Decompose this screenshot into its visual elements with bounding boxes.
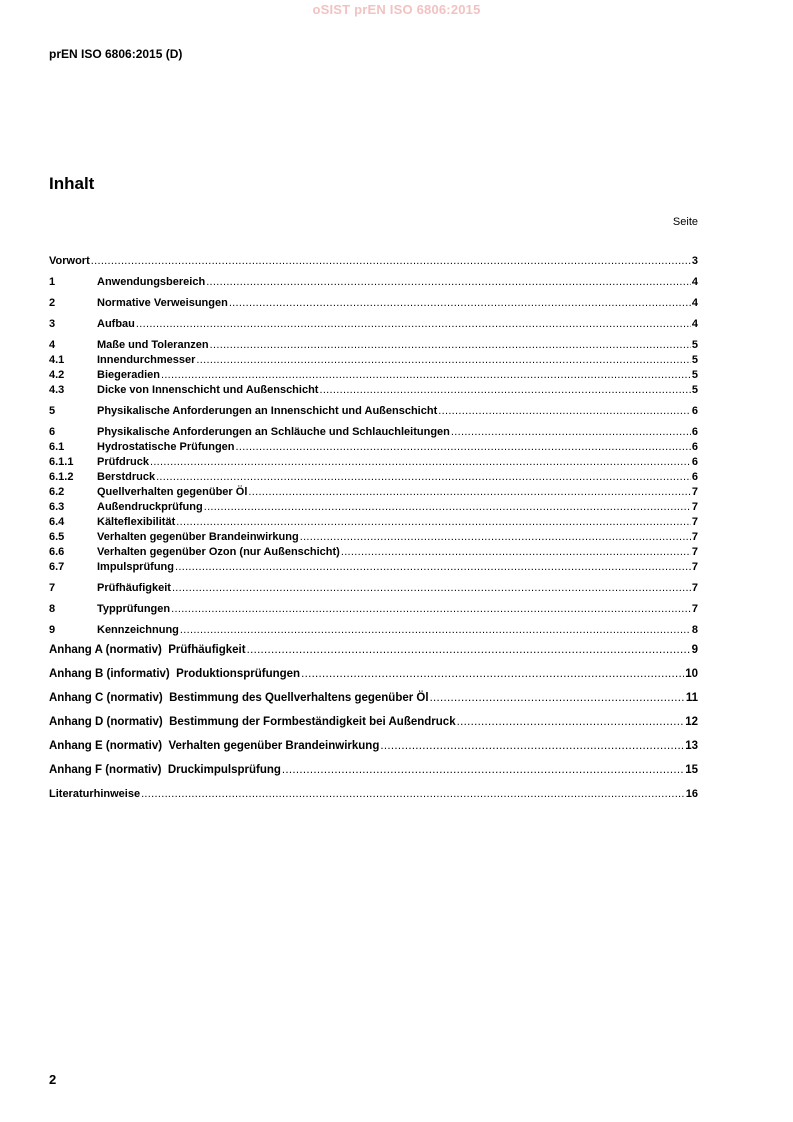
dot-leader xyxy=(141,782,685,806)
toc-entry-2[interactable] xyxy=(49,296,698,311)
dot-leader xyxy=(282,758,684,782)
toc-entry-title: Anhang F (normativ) Druckimpulsprüfung xyxy=(49,764,281,776)
toc-entry-page: 7 xyxy=(691,501,698,513)
toc-entry-number: 6.1.1 xyxy=(49,456,74,468)
toc-entry-page: 9 xyxy=(691,644,698,656)
toc-entry-title: Normative Verweisungen xyxy=(97,297,228,309)
toc-entry-number: 6.6 xyxy=(49,546,65,558)
toc-entry-title: Innendurchmesser xyxy=(97,354,196,366)
toc-entry-9[interactable] xyxy=(49,623,698,638)
toc-entry-number: 4 xyxy=(49,339,56,351)
toc-entry-vorwort[interactable] xyxy=(49,254,698,269)
dot-leader xyxy=(150,455,691,470)
toc-entry-page: 13 xyxy=(685,740,698,752)
toc-entry-title: Dicke von Innenschicht und Außenschicht xyxy=(97,384,319,396)
toc-entry-annex-b[interactable] xyxy=(49,662,698,686)
toc-entry-6-5[interactable] xyxy=(49,530,698,545)
dot-leader xyxy=(156,470,691,485)
toc-entry-title: Anhang B (informativ) Produktionsprüfungen xyxy=(49,668,301,680)
toc-entry-annex-f[interactable] xyxy=(49,758,698,782)
toc-entry-page: 6 xyxy=(691,456,698,468)
toc-entry-number: 6 xyxy=(49,426,56,438)
toc-entry-page: 7 xyxy=(691,582,698,594)
toc-entry-6[interactable] xyxy=(49,425,698,440)
toc-entry-page: 5 xyxy=(691,384,698,396)
dot-leader xyxy=(91,254,691,269)
toc-entry-6-6[interactable] xyxy=(49,545,698,560)
toc-entry-page: 11 xyxy=(685,692,698,704)
toc-entry-number: 4.3 xyxy=(49,384,65,396)
toc-entry-number: 4.1 xyxy=(49,354,65,366)
toc-entry-page: 6 xyxy=(691,426,698,438)
toc-entry-6-1-2[interactable] xyxy=(49,470,698,485)
toc-entry-title: Quellverhalten gegenüber Öl xyxy=(97,486,248,498)
toc-entry-title: Hydrostatische Prüfungen xyxy=(97,441,235,453)
dot-leader xyxy=(161,368,691,383)
toc-entry-page: 5 xyxy=(691,339,698,351)
toc-entry-number: 6.3 xyxy=(49,501,65,513)
toc-entry-title: Physikalische Anforderungen an Schläuche und Schlauchleitungen xyxy=(97,426,450,438)
toc-entry-page: 12 xyxy=(685,716,698,728)
toc-entry-annex-e[interactable] xyxy=(49,734,698,758)
toc-entry-4-1[interactable] xyxy=(49,353,698,368)
toc-entry-number: 6.5 xyxy=(49,531,65,543)
toc-entry-4-3[interactable] xyxy=(49,383,698,398)
toc-entry-page: 7 xyxy=(691,516,698,528)
toc-entry-title: Kälteflexibilität xyxy=(97,516,176,528)
toc-entry-number: 9 xyxy=(49,624,56,636)
toc-entry-title: Prüfhäufigkeit xyxy=(97,582,171,594)
toc-entry-number: 1 xyxy=(49,276,56,288)
dot-leader xyxy=(380,734,684,758)
dot-leader xyxy=(248,485,691,500)
toc-entry-title: Prüfdruck xyxy=(97,456,149,468)
page-column-label: Seite xyxy=(672,216,698,228)
table-of-contents xyxy=(49,254,698,806)
toc-entry-page: 7 xyxy=(691,486,698,498)
toc-entry-3[interactable] xyxy=(49,317,698,332)
toc-entry-4-2[interactable] xyxy=(49,368,698,383)
toc-entry-number: 6.1.2 xyxy=(49,471,74,483)
toc-entry-number: 5 xyxy=(49,405,56,417)
toc-entry-number: 6.2 xyxy=(49,486,65,498)
toc-entry-page: 15 xyxy=(685,764,698,776)
toc-heading: Inhalt xyxy=(49,174,95,193)
dot-leader xyxy=(301,662,684,686)
dot-leader xyxy=(451,425,691,440)
dot-leader xyxy=(204,500,691,515)
document-id: prEN ISO 6806:2015 (D) xyxy=(49,47,183,61)
toc-entry-bibliography[interactable] xyxy=(49,782,698,806)
watermark: oSIST prEN ISO 6806:2015 xyxy=(312,2,481,17)
toc-entry-number: 8 xyxy=(49,603,56,615)
dot-leader xyxy=(247,638,691,662)
toc-entry-number: 6.7 xyxy=(49,561,65,573)
dot-leader xyxy=(206,275,691,290)
dot-leader xyxy=(175,560,691,575)
dot-leader xyxy=(236,440,691,455)
toc-entry-6-4[interactable] xyxy=(49,515,698,530)
toc-entry-annex-a[interactable] xyxy=(49,638,698,662)
toc-entry-page: 6 xyxy=(691,441,698,453)
dot-leader xyxy=(319,383,690,398)
toc-entry-6-2[interactable] xyxy=(49,485,698,500)
toc-entry-annex-c[interactable] xyxy=(49,686,698,710)
dot-leader xyxy=(341,545,691,560)
toc-entry-title: Typprüfungen xyxy=(97,603,171,615)
dot-leader xyxy=(438,404,691,419)
toc-entry-page: 6 xyxy=(691,405,698,417)
toc-entry-7[interactable] xyxy=(49,581,698,596)
dot-leader xyxy=(300,530,691,545)
toc-entry-title: Anhang E (normativ) Verhalten gegenüber Brandeinwirkung xyxy=(49,740,380,752)
toc-entry-title: Verhalten gegenüber Brandeinwirkung xyxy=(97,531,299,543)
toc-entry-5[interactable] xyxy=(49,404,698,419)
toc-entry-number: 6.4 xyxy=(49,516,65,528)
toc-entry-6-3[interactable] xyxy=(49,500,698,515)
toc-entry-6-7[interactable] xyxy=(49,560,698,575)
toc-entry-page: 7 xyxy=(691,603,698,615)
toc-entry-number: 4.2 xyxy=(49,369,65,381)
toc-entry-title: Vorwort xyxy=(49,255,90,267)
toc-entry-title: Außendruckprüfung xyxy=(97,501,203,513)
toc-entry-page: 5 xyxy=(691,369,698,381)
toc-entry-title: Aufbau xyxy=(97,318,135,330)
toc-entry-number: 7 xyxy=(49,582,56,594)
dot-leader xyxy=(229,296,691,311)
toc-entry-title: Literaturhinweise xyxy=(49,788,141,800)
toc-entry-page: 16 xyxy=(685,788,698,800)
toc-entry-title: Physikalische Anforderungen an Innenschicht und Außenschicht xyxy=(97,405,438,417)
toc-entry-title: Impulsprüfung xyxy=(97,561,174,573)
toc-entry-title: Anwendungsbereich xyxy=(97,276,206,288)
toc-entry-8[interactable] xyxy=(49,602,698,617)
toc-entry-title: Anhang C (normativ) Bestimmung des Quellverhaltens gegenüber Öl xyxy=(49,692,429,704)
toc-entry-number: 2 xyxy=(49,297,56,309)
toc-entry-page: 6 xyxy=(691,471,698,483)
toc-entry-page: 4 xyxy=(691,297,698,309)
toc-entry-page: 5 xyxy=(691,354,698,366)
toc-entry-page: 10 xyxy=(685,668,698,680)
toc-entry-title: Berstdruck xyxy=(97,471,156,483)
toc-entry-page: 7 xyxy=(691,546,698,558)
toc-entry-page: 7 xyxy=(691,531,698,543)
toc-entry-number: 3 xyxy=(49,318,56,330)
dot-leader xyxy=(210,338,691,353)
toc-entry-number: 6.1 xyxy=(49,441,65,453)
toc-entry-6-1[interactable] xyxy=(49,440,698,455)
toc-entry-title: Anhang D (normativ) Bestimmung der Formbeständigkeit bei Außendruck xyxy=(49,716,456,728)
page-number: 2 xyxy=(49,1072,57,1087)
toc-entry-page: 3 xyxy=(691,255,698,267)
toc-entry-title: Anhang A (normativ) Prüfhäufigkeit xyxy=(49,644,246,656)
dot-leader xyxy=(457,710,685,734)
toc-entry-6-1-1[interactable] xyxy=(49,455,698,470)
toc-entry-title: Biegeradien xyxy=(97,369,160,381)
toc-entry-page: 7 xyxy=(691,561,698,573)
toc-entry-annex-d[interactable] xyxy=(49,710,698,734)
dot-leader xyxy=(180,623,691,638)
dot-leader xyxy=(171,602,691,617)
toc-entry-1[interactable] xyxy=(49,275,698,290)
dot-leader xyxy=(430,686,685,710)
toc-entry-page: 4 xyxy=(691,276,698,288)
dot-leader xyxy=(172,581,691,596)
dot-leader xyxy=(136,317,691,332)
toc-entry-page: 4 xyxy=(691,318,698,330)
dot-leader xyxy=(196,353,690,368)
toc-entry-4[interactable] xyxy=(49,338,698,353)
toc-entry-title: Kennzeichnung xyxy=(97,624,179,636)
dot-leader xyxy=(176,515,691,530)
toc-entry-page: 8 xyxy=(691,624,698,636)
toc-entry-title: Maße und Toleranzen xyxy=(97,339,209,351)
toc-entry-title: Verhalten gegenüber Ozon (nur Außenschicht) xyxy=(97,546,340,558)
